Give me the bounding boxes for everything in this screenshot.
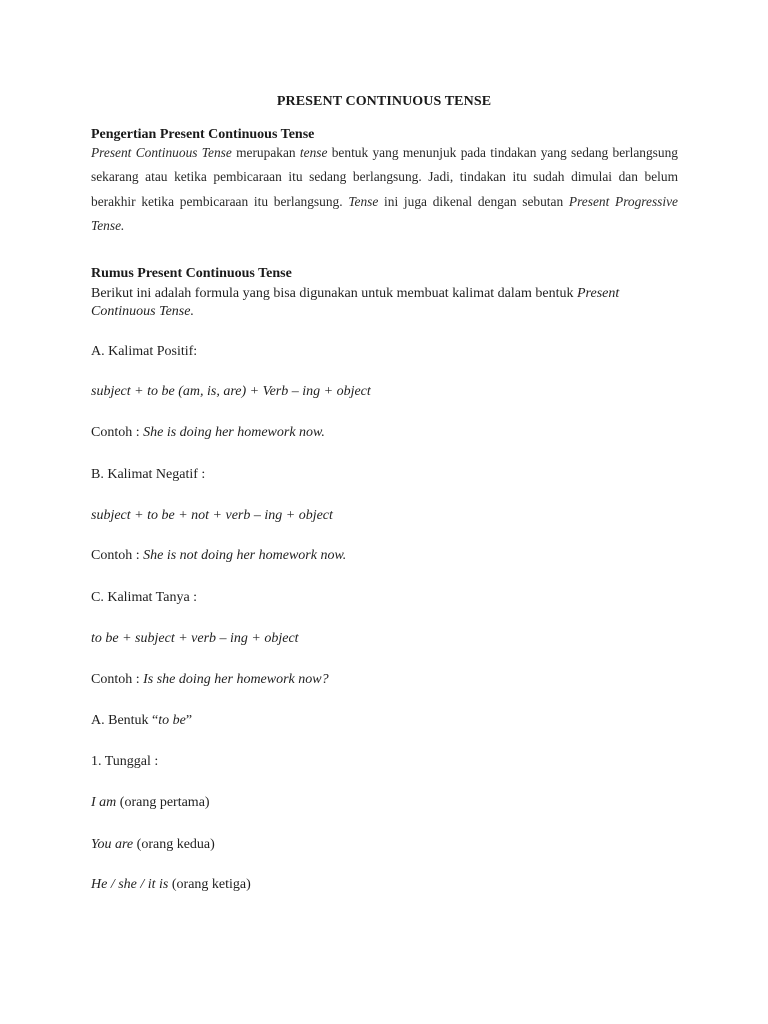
page-title: PRESENT CONTINUOUS TENSE — [276, 94, 492, 109]
question-formula: to be + subject + verb – ing + object — [91, 631, 299, 646]
example-sentence: Is she doing her homework now? — [143, 672, 329, 687]
negative-label: B. Kalimat Negatif : — [91, 467, 206, 482]
example-sentence: She is doing her homework now. — [143, 425, 325, 440]
first-person-item — [91, 795, 210, 811]
tobe-label-term: to be — [158, 713, 186, 728]
example-label: Contoh : — [91, 548, 144, 563]
term-tense: tense — [299, 145, 328, 160]
paragraph-text: ini juga dikenal dengan sebutan — [378, 193, 569, 209]
pronoun-desc: (orang pertama) — [116, 795, 210, 810]
tobe-label — [91, 713, 192, 729]
pronoun-form: He / she / it is — [91, 877, 169, 892]
pronoun-desc: (orang kedua) — [133, 837, 215, 852]
pronoun-desc: (orang ketiga) — [168, 877, 251, 892]
second-person-item — [91, 837, 215, 853]
tobe-label-suffix: ” — [185, 713, 193, 728]
definition-paragraph — [91, 141, 678, 238]
positive-label: A. Kalimat Positif: — [91, 344, 198, 359]
positive-example — [91, 425, 325, 441]
term-present-continuous: Present Continuous Tense — [91, 145, 232, 160]
example-sentence: She is not doing her homework now. — [143, 548, 347, 563]
positive-formula: subject + to be (am, is, are) + Verb – ing + object — [91, 384, 371, 399]
question-label: C. Kalimat Tanya : — [91, 590, 198, 605]
paragraph-text: merupakan — [231, 145, 300, 160]
example-label: Contoh : — [91, 672, 144, 687]
term-present-continuous: Present Continuous Tense. — [91, 286, 620, 319]
section-heading-formula: Rumus Present Continuous Tense — [91, 266, 292, 281]
section-heading-definition: Pengertian Present Continuous Tense — [91, 127, 315, 142]
paragraph-text: Berikut ini adalah formula yang bisa digunakan untuk membuat kalimat dalam bentuk — [91, 286, 577, 301]
paragraph-text: bentuk yang menunjuk pada tindakan yang sedang berlangsung sekarang atau ketika pembicaraan itu sedang berlangsung. Jadi, tindakan itu sudah dimulai dan belum berakhir ketika pembicaraan itu berlangsung. — [91, 145, 678, 209]
singular-label: 1. Tunggal : — [91, 754, 159, 769]
pronoun-form: You are — [91, 837, 134, 852]
term-tense: Tense — [348, 193, 379, 209]
third-person-item — [91, 877, 251, 893]
negative-example — [91, 548, 346, 564]
term-present-progressive: Present Progressive Tense. — [91, 193, 678, 233]
question-example — [91, 672, 329, 688]
example-label: Contoh : — [91, 425, 144, 440]
pronoun-form: I am — [91, 795, 117, 810]
tobe-label-prefix: A. Bentuk “ — [91, 713, 159, 728]
formula-intro-paragraph — [91, 285, 678, 321]
negative-formula: subject + to be + not + verb – ing + object — [91, 508, 333, 523]
